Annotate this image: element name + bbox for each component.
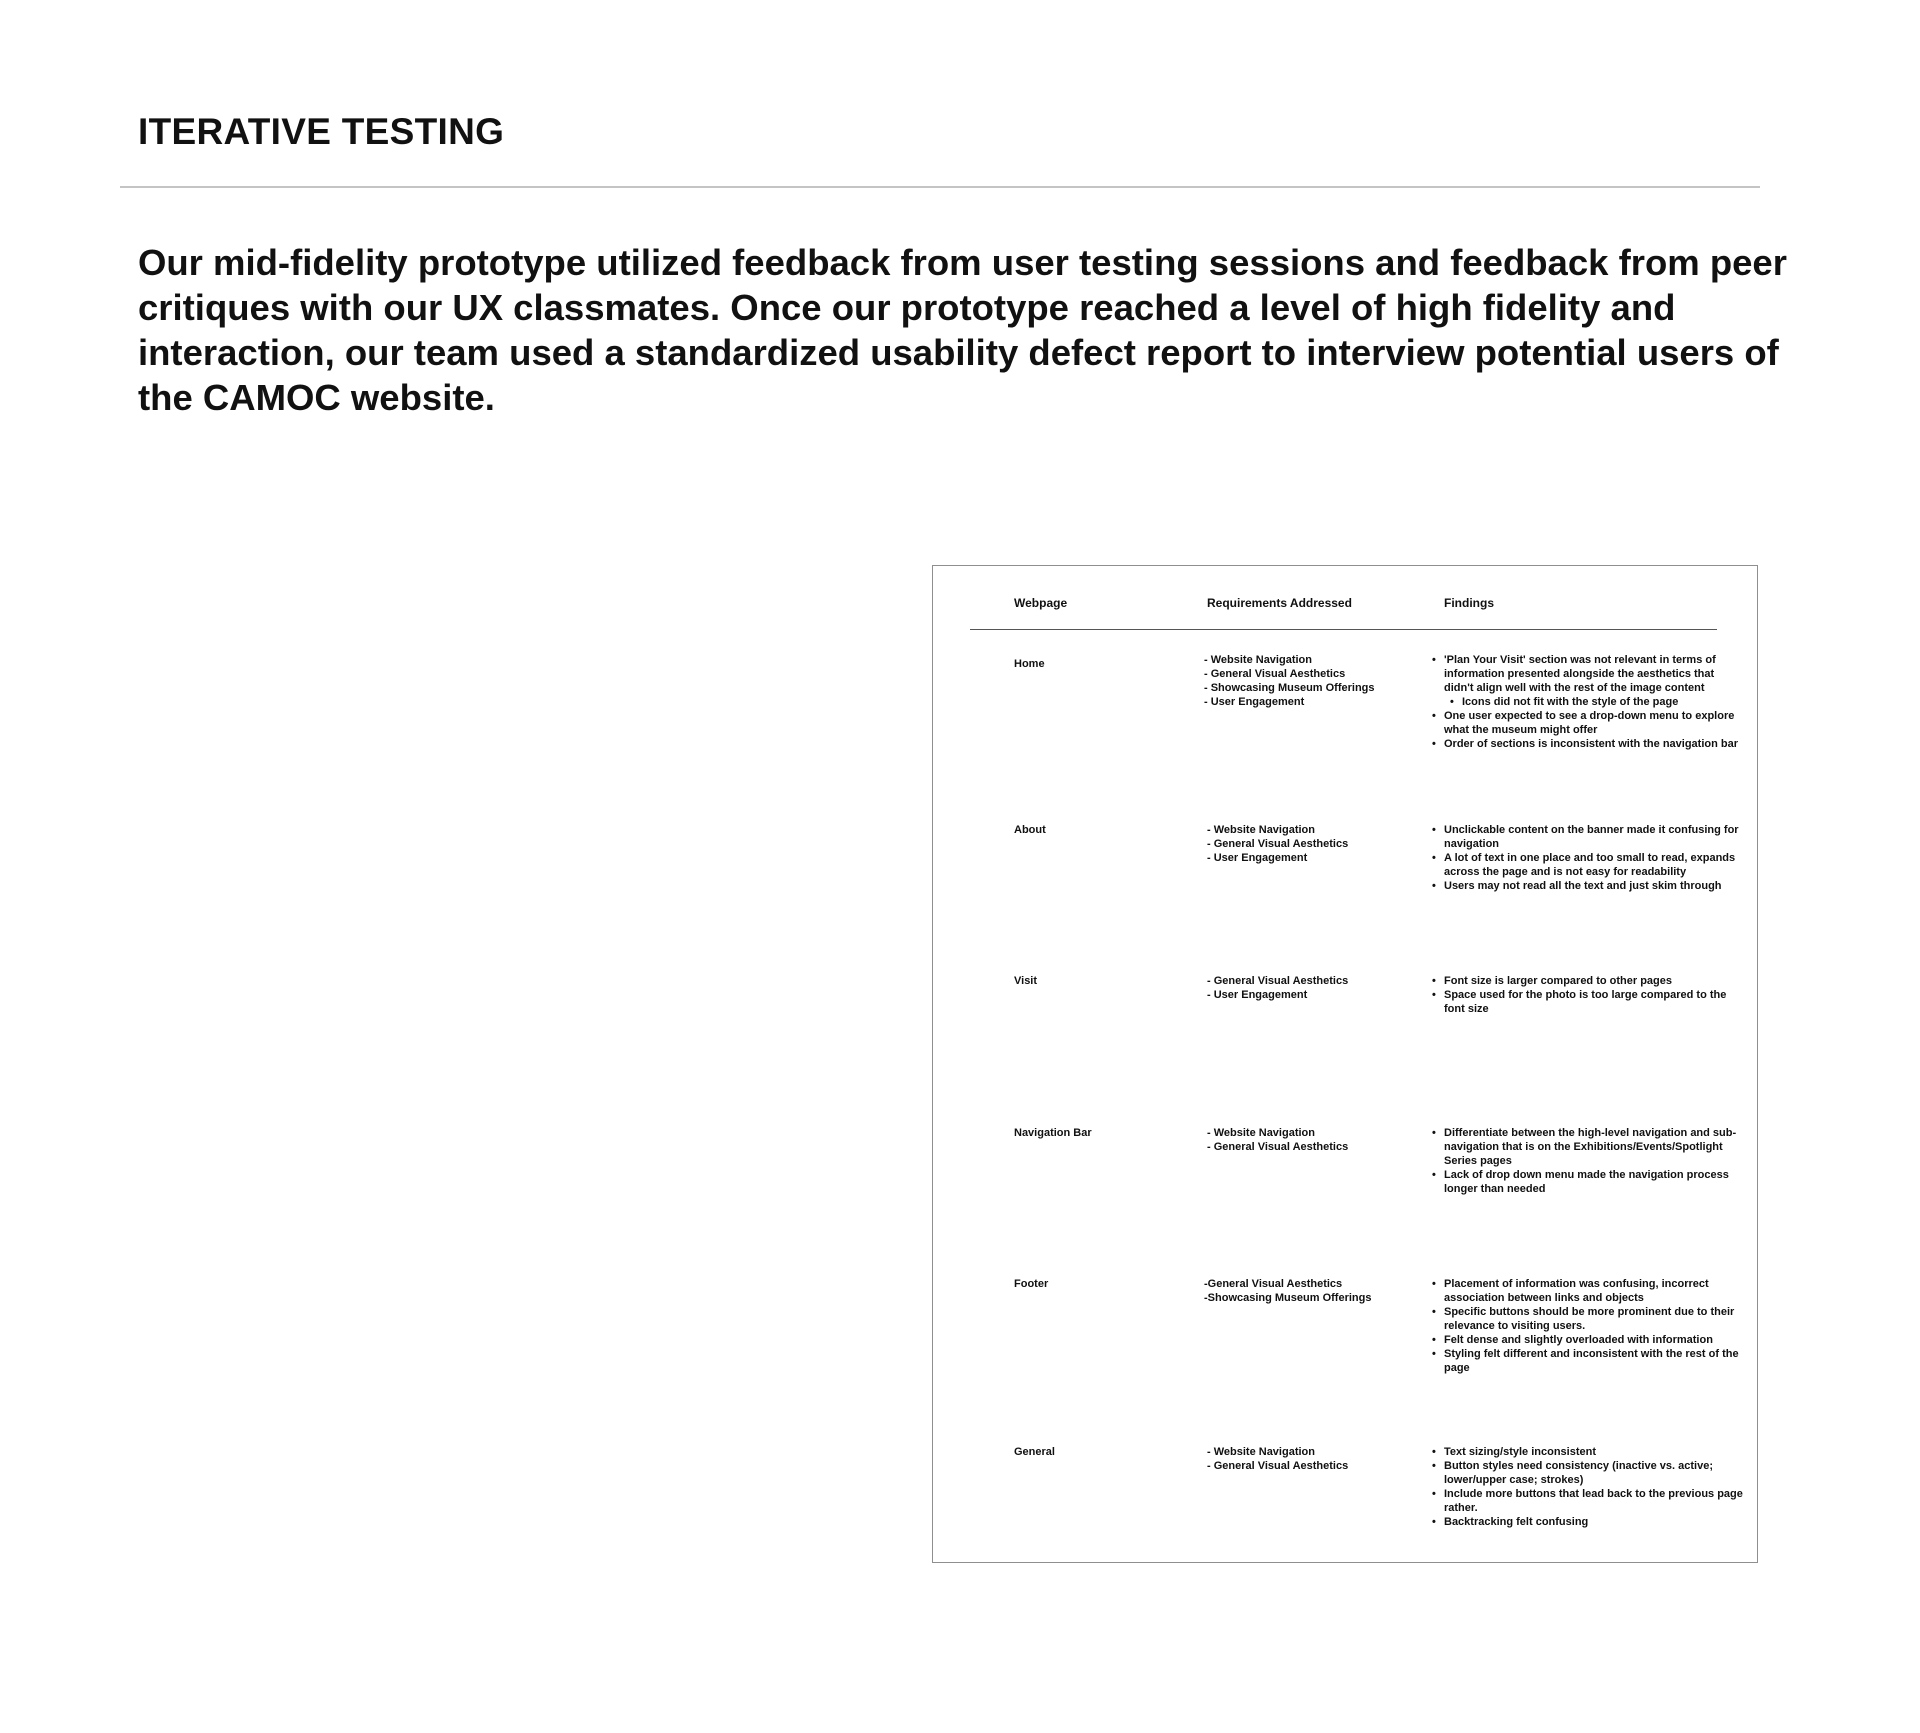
requirement-item: -Showcasing Museum Offerings	[1204, 1292, 1372, 1304]
finding-item: • 'Plan Your Visit' section was not relevant in terms of information presented alongside the aesthetics that didn't align well with the rest of the image content	[1444, 653, 1744, 695]
finding-item: • Unclickable content on the banner made it confusing for navigation	[1444, 823, 1744, 851]
finding-item: • Order of sections is inconsistent with the navigation bar	[1444, 737, 1744, 751]
finding-item: • Include more buttons that lead back to the previous page rather.	[1444, 1487, 1744, 1515]
finding-item: • Button styles need consistency (inactive vs. active; lower/upper case; strokes)	[1444, 1459, 1744, 1487]
section-divider	[120, 186, 1760, 188]
header-requirements: Requirements Addressed	[1207, 596, 1352, 610]
finding-item: • Styling felt different and inconsistent with the rest of the page	[1444, 1347, 1744, 1375]
header-findings: Findings	[1444, 596, 1494, 610]
finding-item: • Backtracking felt confusing	[1444, 1515, 1744, 1529]
row-findings	[1429, 1126, 1744, 1196]
requirement-item: - Website Navigation	[1207, 824, 1315, 836]
finding-item: • A lot of text in one place and too small to read, expands across the page and is not easy for readability	[1444, 851, 1744, 879]
requirement-item: - Website Navigation	[1204, 654, 1312, 666]
finding-item: • Users may not read all the text and just skim through	[1444, 879, 1744, 893]
requirement-item: - General Visual Aesthetics	[1204, 668, 1346, 680]
requirement-item: - User Engagement	[1204, 696, 1305, 708]
row-findings	[1429, 974, 1744, 1016]
requirement-item: - Showcasing Museum Offerings	[1204, 682, 1375, 694]
row-findings	[1429, 1277, 1744, 1375]
usability-defect-report	[932, 565, 1758, 1563]
requirement-item: - Website Navigation	[1207, 1446, 1315, 1458]
finding-item: • Space used for the photo is too large compared to the font size	[1444, 988, 1744, 1016]
finding-item: • Placement of information was confusing, incorrect association between links and objects	[1444, 1277, 1744, 1305]
finding-item: • Text sizing/style inconsistent	[1444, 1445, 1744, 1459]
finding-item: • One user expected to see a drop-down menu to explore what the museum might offer	[1444, 709, 1744, 737]
finding-item: • Differentiate between the high-level navigation and sub-navigation that is on the Exhibitions/Events/Spotlight Series pages	[1444, 1126, 1744, 1168]
row-webpage: Footer	[1014, 1278, 1049, 1290]
finding-item: • Specific buttons should be more prominent due to their relevance to visiting users.	[1444, 1305, 1744, 1333]
finding-sub-item: • Icons did not fit with the style of the page	[1462, 695, 1744, 709]
requirement-item: -General Visual Aesthetics	[1204, 1278, 1343, 1290]
row-requirements	[1207, 974, 1417, 1002]
row-webpage: Navigation Bar	[1014, 1127, 1092, 1139]
requirement-item: - General Visual Aesthetics	[1207, 838, 1349, 850]
row-requirements	[1207, 1126, 1417, 1154]
row-requirements	[1204, 1277, 1414, 1305]
section-title: ITERATIVE TESTING	[138, 111, 505, 152]
row-findings	[1429, 1445, 1744, 1529]
row-webpage: Visit	[1014, 975, 1038, 987]
requirement-item: - Website Navigation	[1207, 1127, 1315, 1139]
requirement-item: - User Engagement	[1207, 989, 1308, 1001]
row-findings	[1429, 823, 1744, 893]
intro-paragraph: Our mid-fidelity prototype utilized feedback from user testing sessions and feedback from peer critiques with our UX classmates. Once our prototype reached a level of high fidelity and interaction, our team used a standardized usability defect report to interview potential users of the CAMOC website.	[138, 242, 1787, 418]
header-webpage: Webpage	[1014, 596, 1068, 610]
row-findings	[1429, 653, 1744, 751]
requirement-item: - General Visual Aesthetics	[1207, 975, 1349, 987]
row-requirements	[1204, 653, 1414, 709]
row-webpage: Home	[1014, 658, 1045, 670]
header-rule	[970, 629, 1717, 630]
requirement-item: - General Visual Aesthetics	[1207, 1141, 1349, 1153]
requirement-item: - User Engagement	[1207, 852, 1308, 864]
requirement-item: - General Visual Aesthetics	[1207, 1460, 1349, 1472]
row-webpage: General	[1014, 1446, 1055, 1458]
finding-item: • Felt dense and slightly overloaded with information	[1444, 1333, 1744, 1347]
row-requirements	[1207, 1445, 1417, 1473]
row-webpage: About	[1014, 824, 1046, 836]
finding-item: • Font size is larger compared to other pages	[1444, 974, 1744, 988]
finding-item: • Lack of drop down menu made the navigation process longer than needed	[1444, 1168, 1744, 1196]
row-requirements	[1207, 823, 1417, 865]
